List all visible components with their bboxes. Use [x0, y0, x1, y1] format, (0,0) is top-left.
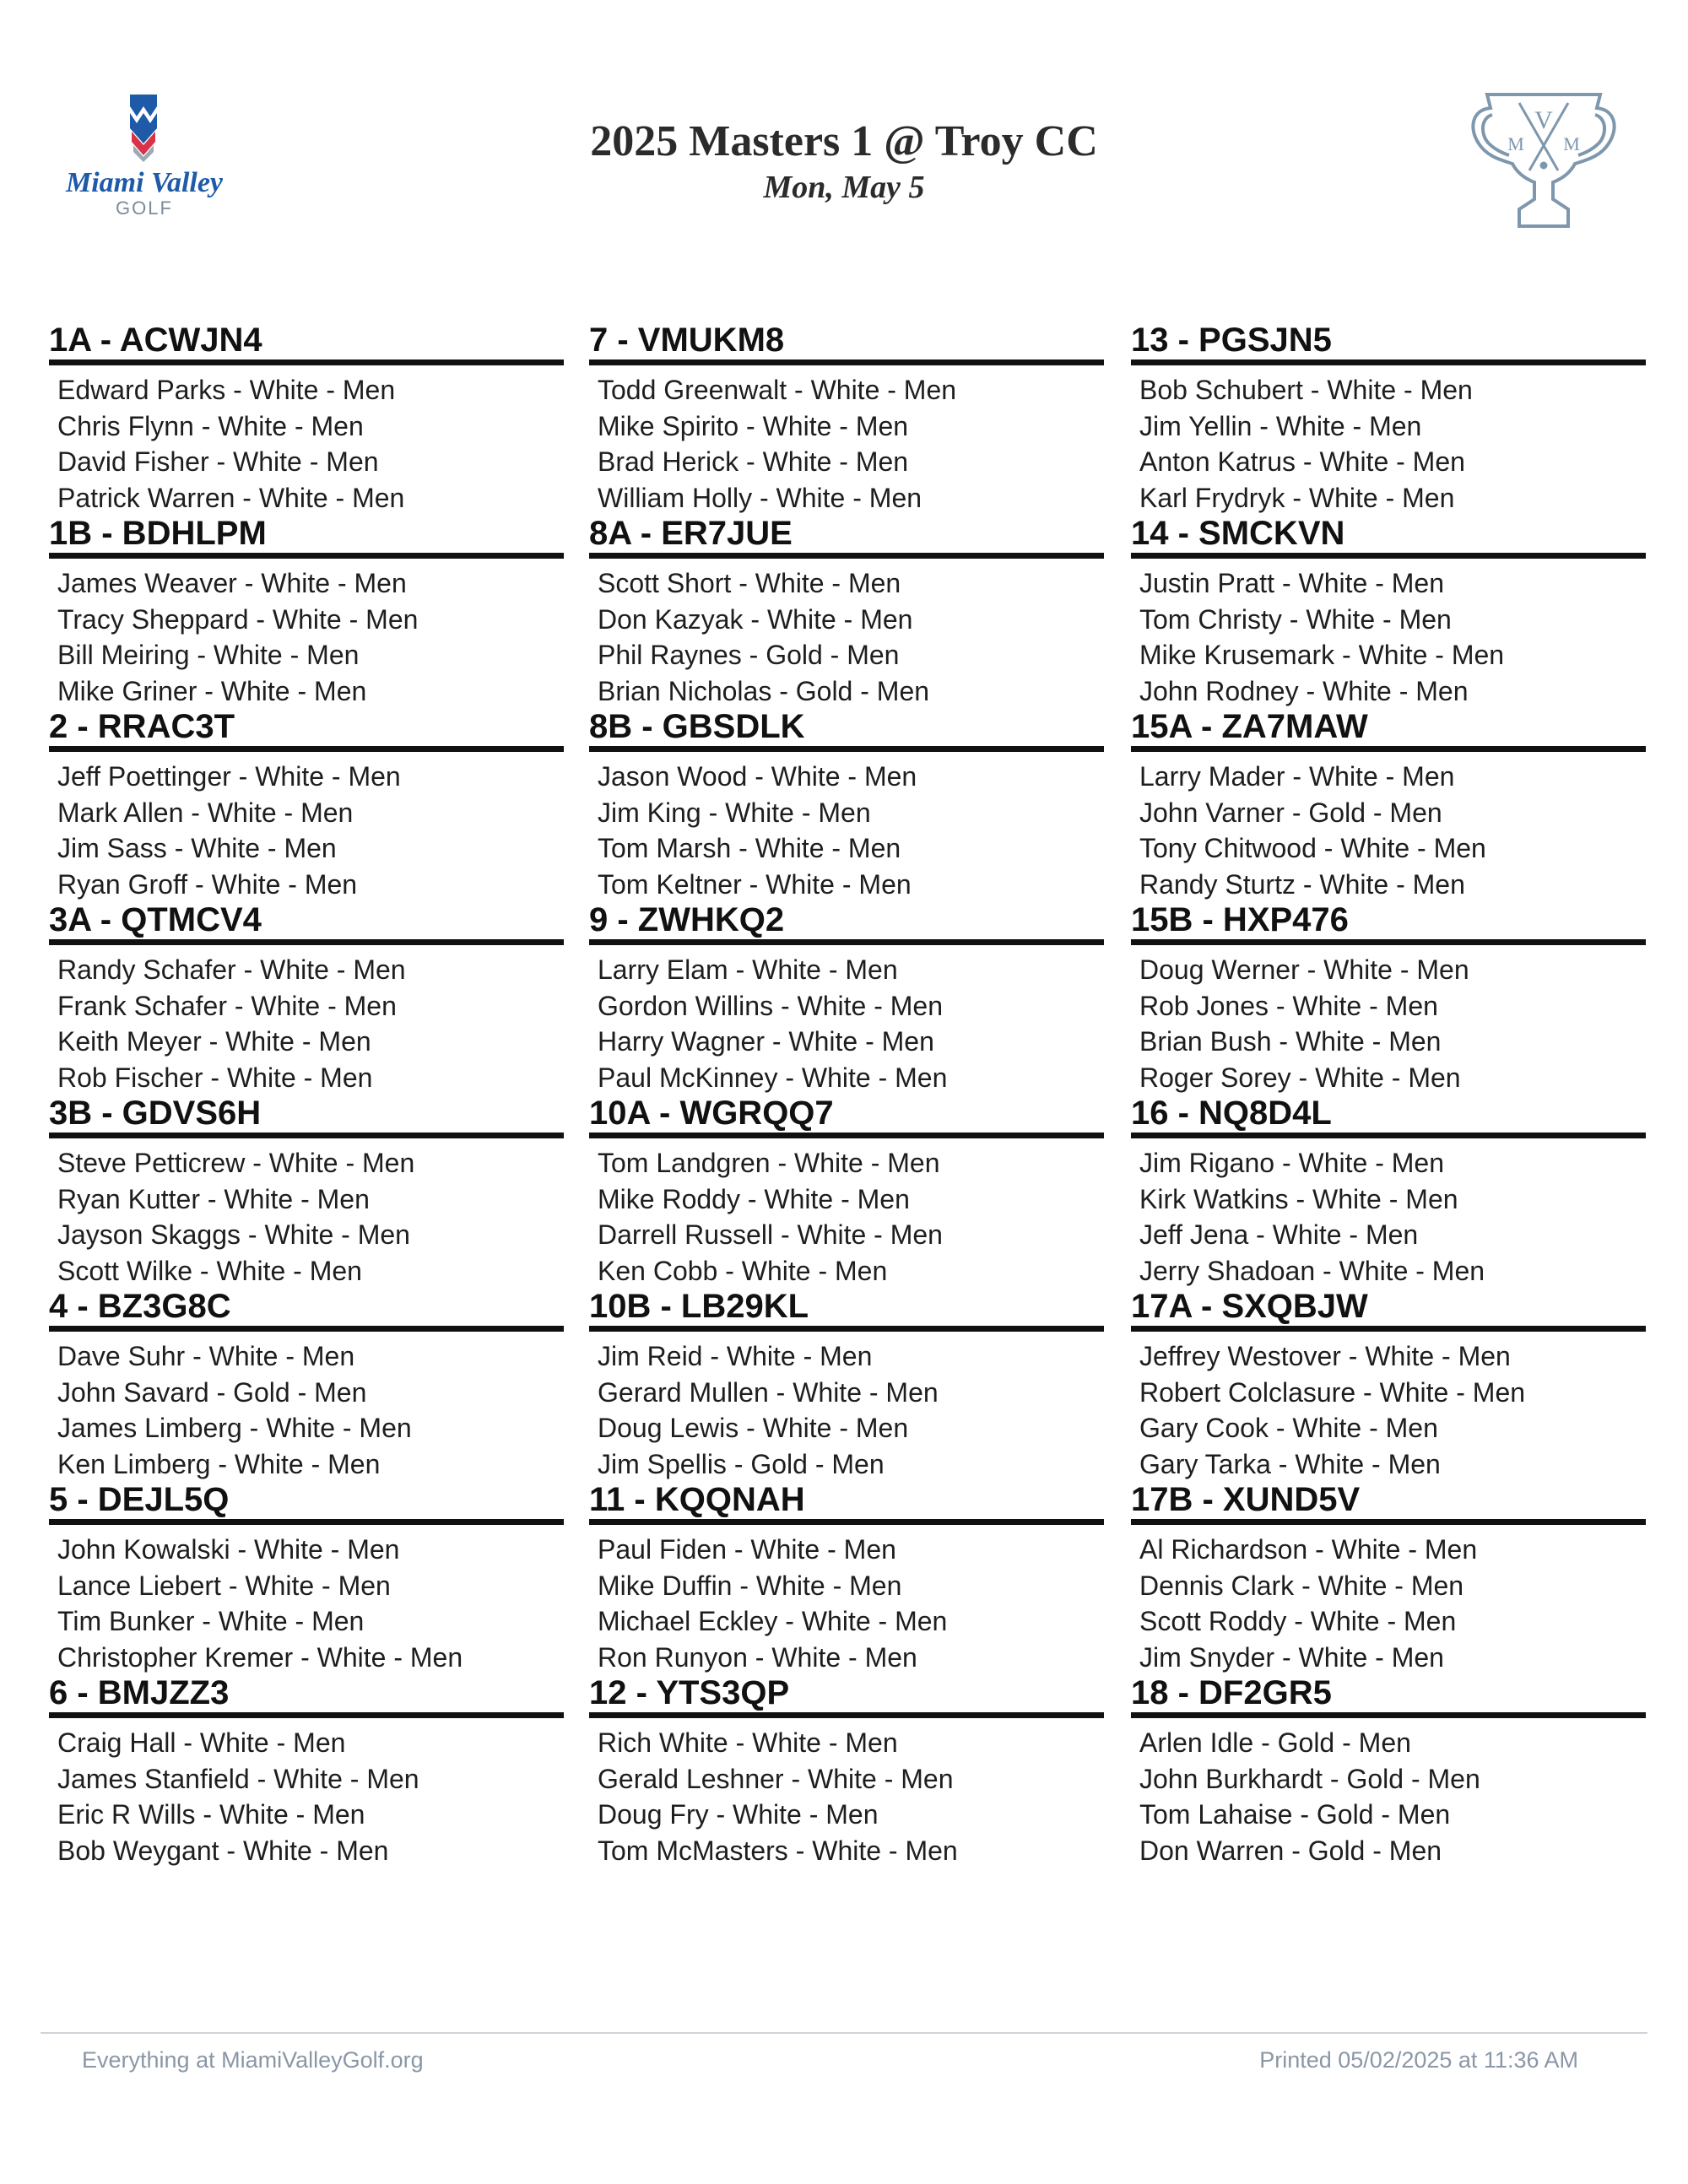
player-entry: Christopher Kremer - White - Men	[57, 1641, 463, 1673]
player-entry: Ken Limberg - White - Men	[57, 1448, 381, 1479]
group-heading: 11 - KQQNAH	[589, 1480, 1104, 1525]
tee-group	[589, 1480, 1104, 1673]
player-list	[57, 1145, 564, 1289]
group-heading: 12 - YTS3QP	[589, 1673, 1104, 1718]
player-entry: Robert Colclasure - White - Men	[1139, 1376, 1526, 1408]
player-entry: Paul Fiden - White - Men	[598, 1534, 896, 1565]
group-heading: 4 - BZ3G8C	[49, 1287, 564, 1332]
player-entry: Gary Tarka - White - Men	[1139, 1448, 1441, 1479]
player-entry: Paul McKinney - White - Men	[598, 1062, 948, 1093]
player-entry: Rob Fischer - White - Men	[57, 1062, 373, 1093]
player-entry: Tom McMasters - White - Men	[598, 1835, 958, 1866]
player-entry: Jayson Skaggs - White - Men	[57, 1219, 410, 1250]
pairings-column	[49, 321, 564, 1867]
pairings-column	[1131, 321, 1646, 1867]
player-list	[57, 1532, 564, 1675]
player-entry: Gerald Leshner - White - Men	[598, 1763, 954, 1794]
player-entry: James Limberg - White - Men	[57, 1413, 412, 1443]
player-entry: Harry Wagner - White - Men	[598, 1026, 934, 1057]
tee-group	[589, 514, 1104, 707]
player-entry: Don Warren - Gold - Men	[1139, 1835, 1442, 1866]
page-title: 2025 Masters 1 @ Troy CC	[590, 117, 1098, 165]
player-list	[598, 1145, 1104, 1289]
player-list	[57, 759, 564, 902]
group-heading: 8A - ER7JUE	[589, 514, 1104, 559]
player-entry: Don Kazyak - White - Men	[598, 603, 913, 635]
trophy-letter-top: V	[1534, 106, 1553, 134]
group-heading: 16 - NQ8D4L	[1131, 1094, 1646, 1138]
group-heading: 2 - RRAC3T	[49, 707, 564, 752]
player-list	[598, 372, 1104, 516]
group-heading: 1A - ACWJN4	[49, 321, 564, 365]
footer-printed-date: Printed 05/02/2025 at 11:36 AM	[1259, 2047, 1578, 2073]
player-list	[57, 1725, 564, 1868]
player-entry: Scott Wilke - White - Men	[57, 1255, 362, 1286]
player-entry: John Burkhardt - Gold - Men	[1139, 1763, 1480, 1794]
player-entry: Arlen Idle - Gold - Men	[1139, 1727, 1411, 1758]
group-heading: 10A - WGRQQ7	[589, 1094, 1104, 1138]
player-entry: Jeffrey Westover - White - Men	[1139, 1341, 1511, 1371]
group-heading: 3A - QTMCV4	[49, 900, 564, 945]
player-entry: Frank Schafer - White - Men	[57, 990, 397, 1021]
player-entry: Mike Krusemark - White - Men	[1139, 640, 1505, 670]
player-list	[57, 1338, 564, 1482]
player-entry: Scott Roddy - White - Men	[1139, 1606, 1457, 1636]
player-entry: Patrick Warren - White - Men	[57, 482, 405, 513]
player-entry: Justin Pratt - White - Men	[1139, 568, 1444, 598]
player-entry: Scott Short - White - Men	[598, 568, 901, 598]
player-list	[1139, 1338, 1646, 1482]
event-date: Mon, May 5	[763, 170, 925, 205]
player-entry: Jim Sass - White - Men	[57, 833, 337, 863]
player-entry: Tom Marsh - White - Men	[598, 833, 901, 863]
footer-divider	[41, 2032, 1647, 2034]
player-entry: Eric R Wills - White - Men	[57, 1799, 365, 1830]
player-entry: Gary Cook - White - Men	[1139, 1413, 1438, 1443]
player-entry: Edward Parks - White - Men	[57, 375, 396, 405]
player-entry: Darrell Russell - White - Men	[598, 1219, 943, 1250]
player-entry: Randy Sturtz - White - Men	[1139, 868, 1465, 900]
player-entry: Kirk Watkins - White - Men	[1139, 1183, 1458, 1214]
player-entry: Dave Suhr - White - Men	[57, 1341, 355, 1371]
player-entry: Al Richardson - White - Men	[1139, 1534, 1478, 1565]
group-heading: 9 - ZWHKQ2	[589, 900, 1104, 945]
player-entry: Jeff Poettinger - White - Men	[57, 761, 401, 792]
tee-group	[589, 1673, 1104, 1867]
tee-group	[49, 1480, 564, 1673]
player-list	[1139, 952, 1646, 1095]
tee-group	[589, 1094, 1104, 1287]
player-entry: Mike Roddy - White - Men	[598, 1183, 910, 1214]
player-entry: Todd Greenwalt - White - Men	[598, 375, 957, 405]
player-entry: Jerry Shadoan - White - Men	[1139, 1255, 1485, 1286]
player-entry: James Weaver - White - Men	[57, 568, 407, 598]
pairings-column	[589, 321, 1104, 1867]
player-entry: Phil Raynes - Gold - Men	[598, 640, 900, 670]
tee-group	[49, 1094, 564, 1287]
player-entry: Brian Bush - White - Men	[1139, 1026, 1442, 1057]
group-heading: 17B - XUND5V	[1131, 1480, 1646, 1525]
player-list	[598, 759, 1104, 902]
player-entry: Mike Duffin - White - Men	[598, 1570, 902, 1601]
player-entry: Bob Weygant - White - Men	[57, 1835, 389, 1866]
player-entry: Keith Meyer - White - Men	[57, 1026, 371, 1057]
player-entry: Jim Snyder - White - Men	[1139, 1641, 1444, 1673]
player-entry: Tom Christy - White - Men	[1139, 603, 1452, 635]
player-list	[598, 565, 1104, 709]
tee-group	[49, 1287, 564, 1480]
player-entry: Bill Meiring - White - Men	[57, 640, 360, 670]
player-entry: James Stanfield - White - Men	[57, 1763, 419, 1794]
player-entry: Dennis Clark - White - Men	[1139, 1570, 1464, 1601]
player-entry: Jeff Jena - White - Men	[1139, 1219, 1419, 1250]
player-list	[598, 1338, 1104, 1482]
group-heading: 17A - SXQBJW	[1131, 1287, 1646, 1332]
player-entry: Jim Rigano - White - Men	[1139, 1148, 1444, 1178]
player-list	[1139, 372, 1646, 516]
logo-wordmark: Miami Valley	[65, 167, 224, 198]
player-entry: John Savard - Gold - Men	[57, 1376, 367, 1408]
tee-group	[1131, 707, 1646, 900]
tee-group	[589, 1287, 1104, 1480]
group-heading: 18 - DF2GR5	[1131, 1673, 1646, 1718]
group-heading: 6 - BMJZZ3	[49, 1673, 564, 1718]
player-entry: Brad Herick - White - Men	[598, 446, 909, 477]
player-entry: Rob Jones - White - Men	[1139, 990, 1438, 1021]
player-list	[57, 372, 564, 516]
footer-website: Everything at MiamiValleyGolf.org	[82, 2047, 424, 2073]
trophy-letter-left: M	[1507, 133, 1524, 154]
tee-group	[49, 900, 564, 1094]
player-entry: Tom Landgren - White - Men	[598, 1148, 940, 1178]
logo-subtext: GOLF	[116, 197, 173, 219]
group-heading: 15B - HXP476	[1131, 900, 1646, 945]
group-heading: 14 - SMCKVN	[1131, 514, 1646, 559]
player-list	[1139, 1532, 1646, 1675]
group-heading: 5 - DEJL5Q	[49, 1480, 564, 1525]
player-list	[598, 1725, 1104, 1868]
tee-group	[49, 1673, 564, 1867]
tee-group	[589, 321, 1104, 514]
player-entry: Rich White - White - Men	[598, 1727, 898, 1758]
player-entry: Tracy Sheppard - White - Men	[57, 603, 419, 635]
group-heading: 7 - VMUKM8	[589, 321, 1104, 365]
player-entry: Ryan Kutter - White - Men	[57, 1183, 370, 1214]
player-entry: Gordon Willins - White - Men	[598, 990, 943, 1021]
player-entry: Jim Spellis - Gold - Men	[598, 1448, 885, 1479]
player-entry: Mike Spirito - White - Men	[598, 410, 909, 441]
player-list	[598, 1532, 1104, 1675]
trophy-letter-right: M	[1563, 133, 1580, 154]
tee-group	[49, 321, 564, 514]
player-entry: Tony Chitwood - White - Men	[1139, 833, 1486, 863]
player-list	[1139, 1145, 1646, 1289]
player-entry: Roger Sorey - White - Men	[1139, 1062, 1461, 1093]
group-heading: 10B - LB29KL	[589, 1287, 1104, 1332]
player-list	[1139, 1725, 1646, 1868]
player-entry: Anton Katrus - White - Men	[1139, 446, 1465, 477]
tee-group	[49, 514, 564, 707]
tee-group	[1131, 514, 1646, 707]
tee-group	[1131, 1094, 1646, 1287]
player-entry: John Kowalski - White - Men	[57, 1534, 400, 1565]
player-entry: Tim Bunker - White - Men	[57, 1606, 365, 1636]
tee-group	[1131, 900, 1646, 1094]
player-entry: Jim Yellin - White - Men	[1139, 410, 1422, 441]
player-entry: Jim King - White - Men	[598, 797, 871, 828]
player-entry: Lance Liebert - White - Men	[57, 1570, 391, 1601]
player-list	[1139, 565, 1646, 709]
player-entry: Michael Eckley - White - Men	[598, 1606, 948, 1636]
player-entry: Randy Schafer - White - Men	[57, 954, 406, 985]
player-entry: Mark Allen - White - Men	[57, 797, 354, 828]
player-entry: Chris Flynn - White - Men	[57, 410, 364, 441]
player-entry: Ron Runyon - White - Men	[598, 1641, 917, 1673]
player-entry: William Holly - White - Men	[598, 482, 922, 513]
tee-group	[589, 900, 1104, 1094]
player-entry: Steve Petticrew - White - Men	[57, 1148, 415, 1178]
group-heading: 3B - GDVS6H	[49, 1094, 564, 1138]
player-entry: Doug Lewis - White - Men	[598, 1413, 909, 1443]
tee-group	[1131, 1480, 1646, 1673]
player-entry: Jason Wood - White - Men	[598, 761, 917, 792]
player-entry: Doug Fry - White - Men	[598, 1799, 879, 1830]
player-entry: Bob Schubert - White - Men	[1139, 375, 1473, 405]
player-entry: David Fisher - White - Men	[57, 446, 379, 477]
trophy-logo	[1467, 83, 1620, 235]
player-entry: Larry Elam - White - Men	[598, 954, 898, 985]
tee-group	[589, 707, 1104, 900]
player-entry: Ken Cobb - White - Men	[598, 1255, 888, 1286]
group-heading: 13 - PGSJN5	[1131, 321, 1646, 365]
player-entry: Doug Werner - White - Men	[1139, 954, 1469, 985]
player-entry: John Rodney - White - Men	[1139, 675, 1469, 706]
player-entry: Mike Griner - White - Men	[57, 675, 367, 706]
tee-group	[1131, 1673, 1646, 1867]
player-entry: Jim Reid - White - Men	[598, 1341, 873, 1371]
player-entry: Craig Hall - White - Men	[57, 1727, 346, 1758]
player-list	[57, 565, 564, 709]
player-list	[598, 952, 1104, 1095]
player-entry: John Varner - Gold - Men	[1139, 797, 1442, 828]
player-list	[57, 952, 564, 1095]
tee-group	[49, 707, 564, 900]
player-entry: Gerard Mullen - White - Men	[598, 1376, 939, 1408]
player-list	[1139, 759, 1646, 902]
player-entry: Larry Mader - White - Men	[1139, 761, 1455, 792]
group-heading: 8B - GBSDLK	[589, 707, 1104, 752]
player-entry: Karl Frydryk - White - Men	[1139, 482, 1455, 513]
player-entry: Brian Nicholas - Gold - Men	[598, 675, 930, 706]
player-entry: Ryan Groff - White - Men	[57, 868, 358, 900]
tee-group	[1131, 321, 1646, 514]
player-entry: Tom Lahaise - Gold - Men	[1139, 1799, 1451, 1830]
player-entry: Tom Keltner - White - Men	[598, 868, 912, 900]
tee-group	[1131, 1287, 1646, 1480]
group-heading: 1B - BDHLPM	[49, 514, 564, 559]
group-heading: 15A - ZA7MAW	[1131, 707, 1646, 752]
